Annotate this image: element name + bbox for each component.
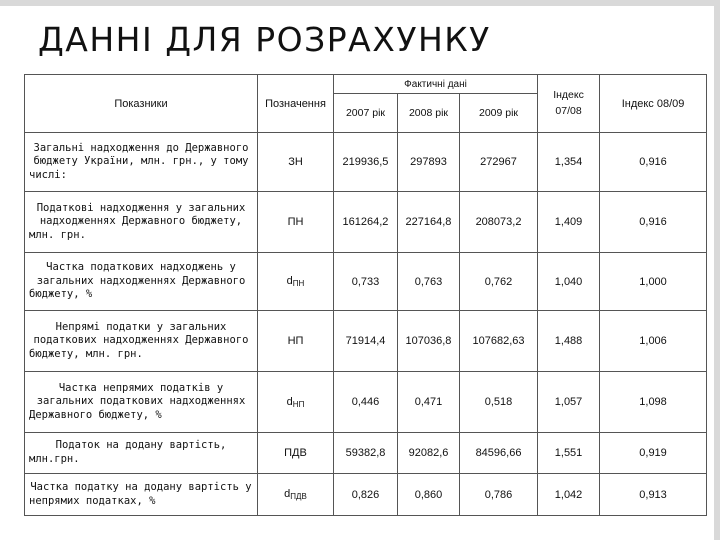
- indicator-cell: Частка непрямих податків у загальних податкових надходженнях Державного бюджету, %: [25, 372, 258, 433]
- value-2008: 92082,6: [398, 433, 460, 474]
- value-2008: 0,763: [398, 253, 460, 311]
- indicator-cell: Частка податку на додану вартість у непрямих податках, %: [25, 474, 258, 516]
- symbol-text: d: [286, 395, 293, 408]
- table-row: [25, 311, 707, 372]
- index-08-09-value: 0,916: [600, 192, 707, 253]
- indicator-cell: Загальні надходження до Державного бюджету України, млн. грн., у тому числі:: [25, 133, 258, 192]
- symbol-cell: [258, 253, 334, 311]
- table-row: [25, 253, 707, 311]
- symbol-text: ЗН: [288, 155, 303, 168]
- symbol-text: d: [284, 488, 291, 500]
- value-2008: 107036,8: [398, 311, 460, 372]
- value-2009: 84596,66: [460, 433, 538, 474]
- value-2008: 0,471: [398, 372, 460, 433]
- value-2007: 0,446: [334, 372, 398, 433]
- table-row: [25, 372, 707, 433]
- header-index-07-08-line2: 07/08: [555, 104, 582, 117]
- header-indicators: Показники: [25, 75, 258, 133]
- value-2008: 0,860: [398, 474, 460, 516]
- index-08-09-value: 0,919: [600, 433, 707, 474]
- header-designation: Позначення: [258, 75, 334, 133]
- symbol-text: НП: [287, 334, 304, 347]
- symbol-text: ПДВ: [284, 446, 307, 459]
- value-2007: 71914,4: [334, 311, 398, 372]
- symbol-cell: [258, 192, 334, 253]
- symbol-cell: [258, 133, 334, 192]
- header-year-2008: 2008 рік: [398, 94, 460, 133]
- value-2007: 161264,2: [334, 192, 398, 253]
- table-row: [25, 474, 707, 516]
- symbol-text: d: [286, 275, 293, 287]
- slide-title: ДАННІ ДЛЯ РОЗРАХУНКУ: [38, 20, 491, 59]
- value-2009: 107682,63: [460, 311, 538, 372]
- symbol-cell: [258, 372, 334, 433]
- value-2007: 0,826: [334, 474, 398, 516]
- table-row: [25, 192, 707, 253]
- index-07-08-value: 1,488: [538, 311, 600, 372]
- value-2007: 0,733: [334, 253, 398, 311]
- value-2008: 227164,8: [398, 192, 460, 253]
- symbol-subscript: ПДВ: [290, 492, 307, 501]
- indicator-cell: Непрямі податки у загальних податкових надходженнях Державного бюджету, млн. грн.: [25, 311, 258, 372]
- index-07-08-value: 1,551: [538, 433, 600, 474]
- symbol-subscript: ПН: [292, 279, 305, 288]
- table-row: [25, 133, 707, 192]
- index-07-08-value: 1,409: [538, 192, 600, 253]
- index-07-08-value: 1,354: [538, 133, 600, 192]
- value-2007: 59382,8: [334, 433, 398, 474]
- value-2007: 219936,5: [334, 133, 398, 192]
- header-index-07-08: [538, 75, 600, 133]
- index-07-08-value: 1,040: [538, 253, 600, 311]
- indicator-cell: Податкові надходження у загальних надходженнях Державного бюджету, млн. грн.: [25, 192, 258, 253]
- header-actual-data: Фактичні дані: [334, 75, 538, 94]
- symbol-cell: [258, 433, 334, 474]
- index-08-09-value: 0,916: [600, 133, 707, 192]
- slide-right-border: [714, 0, 720, 540]
- symbol-subscript: НП: [292, 399, 305, 409]
- index-07-08-value: 1,057: [538, 372, 600, 433]
- value-2009: 272967: [460, 133, 538, 192]
- index-08-09-value: 1,098: [600, 372, 707, 433]
- value-2009: 0,518: [460, 372, 538, 433]
- index-08-09-value: 1,000: [600, 253, 707, 311]
- index-08-09-value: 0,913: [600, 474, 707, 516]
- header-index-07-08-line1: Індекс: [553, 88, 584, 101]
- header-year-2007: 2007 рік: [334, 94, 398, 133]
- data-table: [24, 74, 707, 516]
- header-index-08-09: Індекс 08/09: [600, 75, 707, 133]
- value-2008: 297893: [398, 133, 460, 192]
- symbol-cell: [258, 311, 334, 372]
- table-row: [25, 433, 707, 474]
- index-08-09-value: 1,006: [600, 311, 707, 372]
- indicator-cell: Податок на додану вартість, млн.грн.: [25, 433, 258, 474]
- value-2009: 0,786: [460, 474, 538, 516]
- value-2009: 208073,2: [460, 192, 538, 253]
- indicator-cell: Частка податкових надходжень у загальних надходженнях Державного бюджету, %: [25, 253, 258, 311]
- slide-top-border: [0, 0, 720, 6]
- symbol-cell: [258, 474, 334, 516]
- value-2009: 0,762: [460, 253, 538, 311]
- symbol-text: ПН: [287, 215, 304, 228]
- index-07-08-value: 1,042: [538, 474, 600, 516]
- header-year-2009: 2009 рік: [460, 94, 538, 133]
